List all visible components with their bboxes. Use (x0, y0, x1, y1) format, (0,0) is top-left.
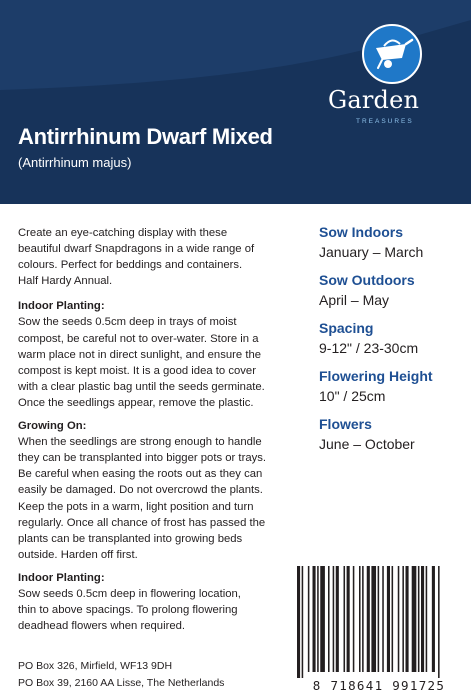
section-body-indoor-planting: Sow the seeds 0.5cm deep in trays of moist compost, be careful not to over-water. Store in a warm place not in direct sunlight, and ensure the compost is kept moist. It is a good idea to cover with a clear plastic bag until the seeds germinate. Once the seedlings appear, remove the plastic. (18, 316, 265, 409)
latin-name: (Antirrhinum majus) (18, 155, 132, 170)
address-line: PO Box 326, Mirfield, WF13 9DH (18, 660, 173, 672)
info-label: Spacing (319, 320, 374, 336)
sowing-info-panel (319, 222, 469, 462)
barcode-bar (333, 566, 335, 672)
info-value: April – May (319, 292, 390, 308)
barcode-bar (367, 566, 370, 672)
barcode-bar (418, 566, 420, 672)
barcode-bar (387, 566, 390, 672)
barcode-bar (297, 566, 300, 678)
barcode-bar (392, 566, 394, 672)
barcode-bar (317, 566, 319, 672)
barcode-bar (412, 566, 417, 672)
info-value: June – October (319, 436, 415, 452)
barcode-bar (308, 566, 310, 672)
wheelbarrow-icon (362, 24, 422, 84)
section-heading-growing-on: Growing On: (18, 420, 87, 433)
barcode (287, 566, 471, 694)
barcode-bar (371, 566, 376, 672)
growing-instructions (18, 225, 293, 641)
info-flowers (319, 414, 469, 462)
barcode-bar (382, 566, 384, 672)
info-spacing (319, 318, 469, 366)
barcode-bar (302, 566, 304, 678)
info-flowering-height (319, 366, 469, 414)
brand-name: Garden (328, 86, 420, 114)
info-value: 10" / 25cm (319, 388, 386, 404)
barcode-bar (421, 566, 424, 672)
barcode-number: 8 718641 991725 (312, 678, 446, 693)
product-title: Antirrhinum Dwarf Mixed (18, 124, 273, 149)
barcode-bar (347, 566, 350, 672)
barcode-bar (432, 566, 435, 672)
info-value: 9-12" / 23-30cm (319, 340, 419, 356)
intro-text: Create an eye-catching display with these beautiful dwarf Snapdragons in a wide range of colours. Perfect for beddings and containers. Half Hardy Annual. (18, 227, 255, 288)
barcode-bar (398, 566, 400, 672)
section-body-growing-on: When the seedlings are strong enough to handle they can be transplanted into bigger pots or trays. Be careful when easing the roots out as they can easily be damaged. Do not overcrowd the plants. Keep the pots in a warm, light position and turn regularly. Once all chance of frost has passed the plants can be transplanted into growing beds outside. Harden off first. (18, 436, 267, 561)
info-value: January – March (319, 244, 424, 260)
address-line: PO Box 39, 2160 AA Lisse, The Netherlands (18, 677, 225, 689)
section-heading-indoor-planting: Indoor Planting: (18, 300, 105, 313)
barcode-bar (402, 566, 404, 672)
info-sow-outdoors (319, 270, 469, 318)
section-heading-outdoor-planting: Indoor Planting: (18, 571, 105, 584)
info-label: Sow Indoors (319, 224, 403, 240)
barcode-bars (287, 566, 471, 678)
barcode-bar (438, 566, 440, 678)
garden-treasures-logo (318, 10, 468, 125)
section-body-outdoor-planting: Sow seeds 0.5cm deep in flowering location, thin to above spacings. To prolong flowering deadhead flowers when required. (18, 587, 241, 633)
barcode-bar (320, 566, 325, 672)
company-address (18, 658, 298, 692)
packet-header (0, 0, 471, 204)
info-label: Flowers (319, 416, 372, 432)
barcode-bar (406, 566, 409, 672)
info-label: Sow Outdoors (319, 272, 415, 288)
barcode-bar (313, 566, 316, 672)
barcode-bar (336, 566, 339, 672)
barcode-bar (359, 566, 361, 672)
barcode-bar (328, 566, 330, 672)
barcode-bar (362, 566, 364, 672)
barcode-bar (353, 566, 355, 672)
info-label: Flowering Height (319, 368, 433, 384)
brand-tagline: TREASURES (356, 118, 414, 125)
barcode-bar (378, 566, 380, 672)
barcode-bar (426, 566, 428, 672)
info-sow-indoors (319, 222, 469, 270)
barcode-bar (344, 566, 346, 672)
